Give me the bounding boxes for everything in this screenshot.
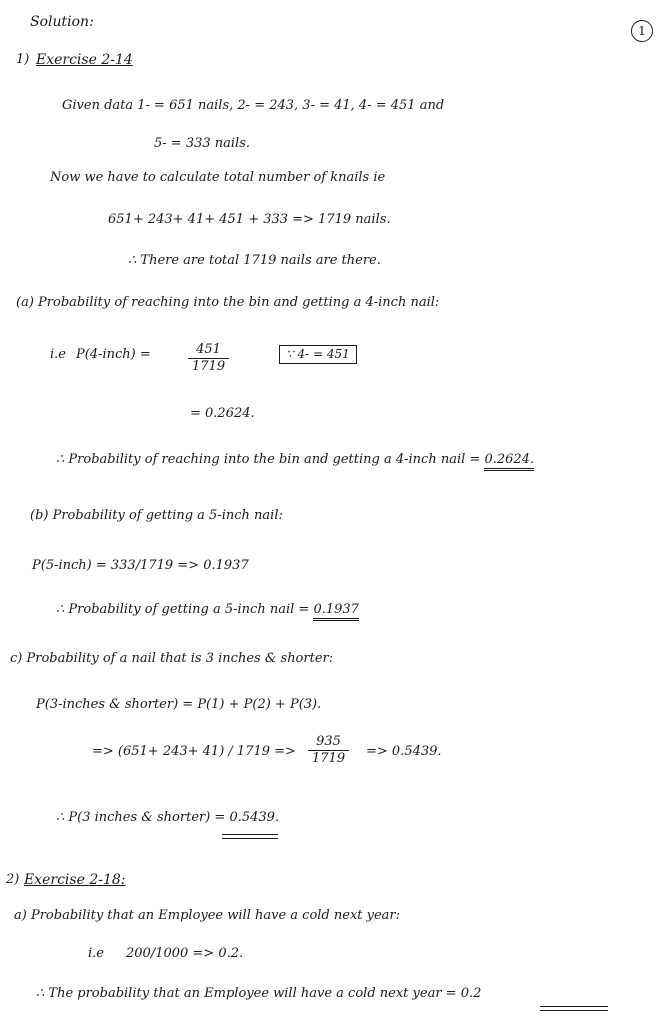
fraction-denominator: 1719 bbox=[192, 359, 226, 374]
part-b-label: (b) Probability of getting a 5-inch nail: bbox=[30, 508, 283, 523]
part-c-label: c) Probability of a nail that is 3 inches & shorter: bbox=[10, 651, 334, 666]
fraction-denominator: 1719 bbox=[312, 751, 346, 766]
part-b-calc: P(5-inch) = 333/1719 => 0.1937 bbox=[32, 558, 249, 573]
total-line: ∴ There are total 1719 nails are there. bbox=[128, 253, 381, 268]
conclusion-text: ∴ Probability of reaching into the bin and getting a 4-inch nail = bbox=[56, 452, 481, 467]
part-b-conclusion bbox=[56, 602, 359, 618]
part-a-label: (a) Probability of reaching into the bin and getting a 4-inch nail: bbox=[16, 295, 440, 310]
part-c-result: => 0.5439. bbox=[366, 744, 442, 759]
answer-underline bbox=[222, 834, 278, 835]
exercise-title: Exercise 2-14 bbox=[36, 52, 133, 68]
answer-underline bbox=[540, 1006, 608, 1007]
conclusion-value: 0.2624. bbox=[484, 452, 534, 471]
answer-underline bbox=[540, 1010, 608, 1011]
answer-underline bbox=[222, 838, 278, 839]
part-a-result: = 0.2624. bbox=[190, 406, 255, 421]
part-c-formula: P(3-inches & shorter) = P(1) + P(2) + P(3). bbox=[36, 697, 322, 712]
sum-line: 651+ 243+ 41+ 451 + 333 => 1719 nails. bbox=[108, 212, 391, 227]
part-a-probability: P(4-inch) = bbox=[76, 347, 151, 362]
part-a-conclusion bbox=[56, 452, 534, 468]
fraction-numerator: 451 bbox=[188, 342, 229, 359]
exercise-2-part-a-conclusion: ∴ The probability that an Employee will have a cold next year = 0.2 bbox=[36, 986, 482, 1001]
given-note-box: ∵ 4- = 451 bbox=[279, 345, 357, 364]
part-a-fraction bbox=[188, 342, 229, 375]
exercise-2-part-a-ie: i.e bbox=[88, 946, 104, 961]
solution-heading: Solution: bbox=[30, 14, 94, 30]
part-a-ie: i.e bbox=[50, 347, 66, 362]
exercise-2-part-a-label: a) Probability that an Employee will have a cold next year: bbox=[14, 908, 401, 923]
fraction-numerator: 935 bbox=[308, 734, 349, 751]
part-c-conclusion: ∴ P(3 inches & shorter) = 0.5439. bbox=[56, 810, 280, 825]
given-data-line-2: 5- = 333 nails. bbox=[154, 136, 251, 151]
total-nails-intro: Now we have to calculate total number of knails ie bbox=[50, 170, 386, 185]
given-data-line: Given data 1- = 651 nails, 2- = 243, 3- = 41, 4- = 451 and bbox=[62, 98, 445, 113]
conclusion-value: 0.1937 bbox=[313, 602, 359, 621]
exercise-number: 2) bbox=[6, 872, 20, 887]
exercise-2-part-a-calc: 200/1000 => 0.2. bbox=[126, 946, 244, 961]
exercise-number: 1) bbox=[16, 52, 30, 67]
exercise-title: Exercise 2-18: bbox=[24, 872, 126, 888]
page-number: 1 bbox=[631, 20, 653, 42]
conclusion-text: ∴ Probability of getting a 5-inch nail = bbox=[56, 602, 310, 617]
part-c-fraction bbox=[308, 734, 349, 767]
part-c-calc: => (651+ 243+ 41) / 1719 => bbox=[92, 744, 296, 759]
